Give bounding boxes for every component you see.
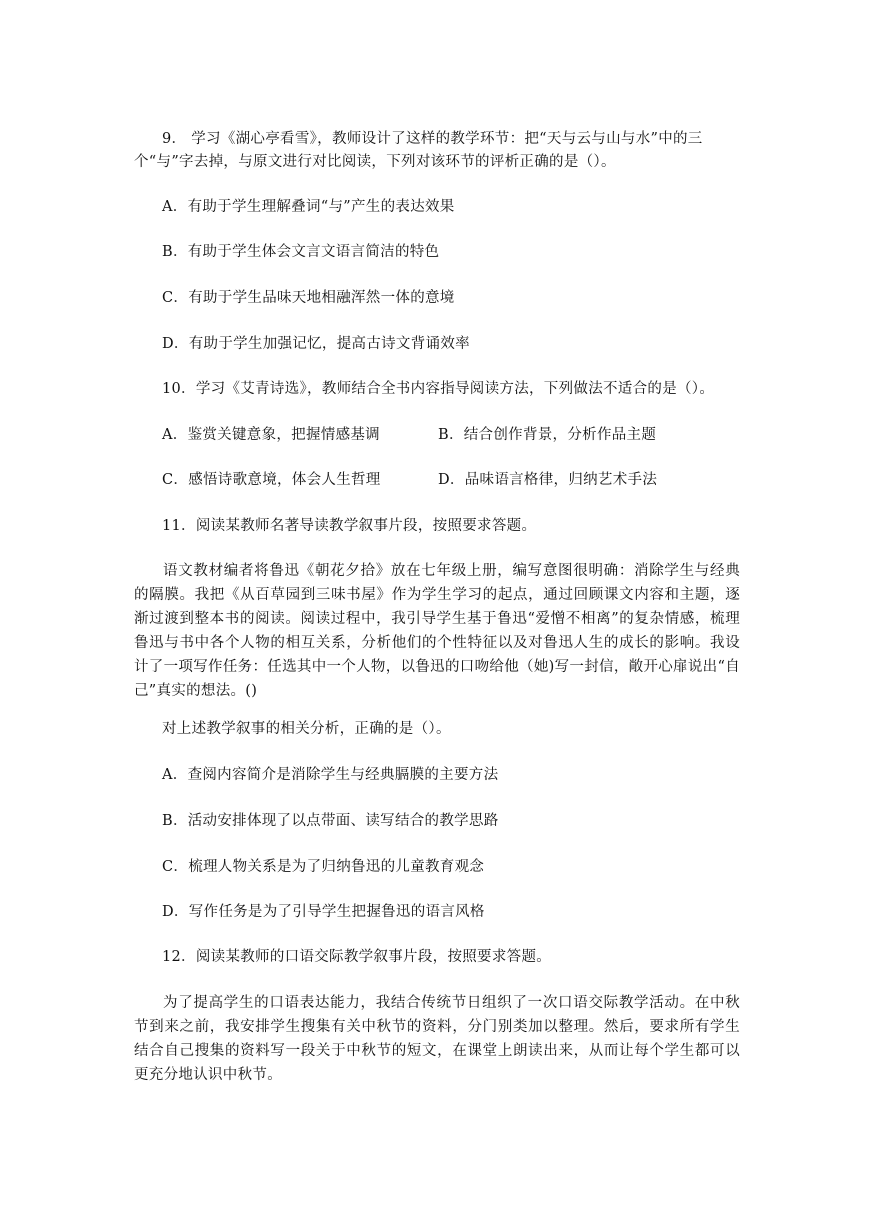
- q9-stem-line1: 9． 学习《湖心亭看雪》，教师设计了这样的教学环节：把“天与云与山与水”中的三: [162, 131, 703, 147]
- q11-option-a: A．查阅内容简介是消除学生与经典膈膜的主要方法: [162, 767, 499, 783]
- q10-stem: 10．学习《艾青诗选》，教师结合全书内容指导阅读方法，下列做法不适合的是（）。: [162, 381, 715, 397]
- q9-option-b: B．有助于学生体会文言文语言简洁的特色: [162, 244, 440, 260]
- q9-stem-line2: 个“与”字去掉，与原文进行对比阅读，下列对该环节的评析正确的是（）。: [134, 154, 616, 170]
- q12-passage: 为了提高学生的口语表达能力，我结合传统节日组织了一次口语交际教学活动。在中秋节到来之前，我安排学生搜集有关中秋节的资料，分门别类加以整理。然后，要求所有学生结合自己搜集的资料写一段关于中秋节的短文，在课堂上朗读出来，从而让每个学生都可以更充分地认识中秋节。: [134, 995, 740, 1083]
- q11-option-b: B．活动安排体现了以点带面、读写结合的教学思路: [162, 813, 499, 829]
- q11-option-c: C．梳理人物关系是为了归纳鲁迅的儿童教育观念: [162, 859, 485, 875]
- q9-option-c: C．有助于学生品味天地相融浑然一体的意境: [162, 290, 455, 306]
- q11-option-d: D．写作任务是为了引导学生把握鲁迅的语言风格: [162, 904, 485, 920]
- q11-stem: 11．阅读某教师名著导读教学叙事片段，按照要求答题。: [162, 518, 537, 534]
- q10-option-c: C．感悟诗歌意境，体会人生哲理: [162, 472, 381, 488]
- q10-option-d: D．品味语言格律，归纳艺术手法: [438, 472, 658, 488]
- q11-question: 对上述教学叙事的相关分析，正确的是（）。: [162, 721, 451, 737]
- q11-passage: 语文教材编者将鲁迅《朝花夕拾》放在七年级上册，编写意图很明确：消除学生与经典的隔膜。我把《从百草园到三味书屋》作为学生学习的起点，通过回顾课文内容和主题，逐渐过渡到整本书的阅读。阅读过程中，我引导学生基于鲁迅“爱憎不相离”的复杂情感，梳理鲁迅与书中各个人物的相互关系，分析他们的个性特征以及对鲁迅人生的成长的影响。我设计了一项写作任务：任选其中一个人物，以鲁迅的口吻给他（她)写一封信，敞开心扉说出“自己”真实的想法。(): [134, 563, 740, 699]
- q12-stem: 12．阅读某教师的口语交际教学叙事片段，按照要求答题。: [162, 949, 552, 965]
- q10-option-a: A．鉴赏关键意象，把握情感基调: [162, 427, 380, 443]
- q10-option-b: B．结合创作背景，分析作品主题: [438, 427, 657, 443]
- q9-option-d: D．有助于学生加强记忆，提高古诗文背诵效率: [162, 336, 470, 352]
- q9-option-a: A．有助于学生理解叠词“与”产生的表达效果: [162, 199, 455, 215]
